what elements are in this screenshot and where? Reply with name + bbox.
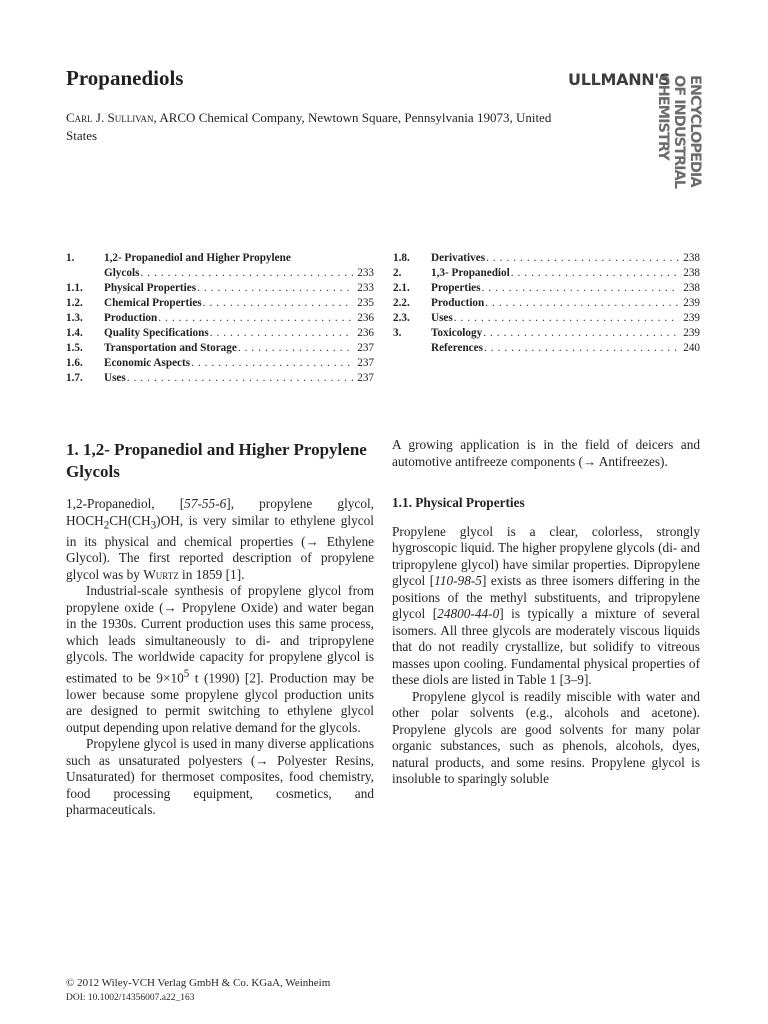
toc-number: 2.3. <box>393 312 410 324</box>
toc-number: 2.2. <box>393 297 410 309</box>
paragraph: Propylene glycol is used in many diverse applications such as unsaturated polyesters (→ Polyester Resins, Unsaturated) for thermoset composites, food chemistry, food processing equipment, cosmetics, and pharmaceuticals. <box>66 736 374 818</box>
toc-number: 1. <box>66 252 75 264</box>
toc-number: 1.4. <box>66 327 83 339</box>
toc-label: Uses <box>431 312 453 324</box>
paragraph: A growing application is in the field of deicers and automotive antifreeze components (→ Antifreezes). <box>392 437 700 469</box>
toc-number: 1.6. <box>66 357 83 369</box>
toc-page: 238 <box>683 267 700 279</box>
toc-leader <box>197 281 353 296</box>
paragraph: Industrial-scale synthesis of propylene glycol from propylene oxide (→ Propylene Oxide) and water began in the 1930s. Current production uses this same process, which leads simultaneously to di- and tripropylene glycols. The worldwide capacity for propylene glycol is estimated to be $9\times 10^5$ t (1990) [2]. Production may be lower because some propylene glycol production units are designed to permit switching to ethylene glycol output depending upon relative demand for the glycols. <box>66 583 375 735</box>
table-of-contents-right <box>393 251 700 356</box>
toc-entry[interactable] <box>66 251 374 266</box>
author-reference: Wurtz <box>143 566 179 582</box>
toc-label: Transportation and Storage <box>104 342 237 354</box>
toc-entry[interactable] <box>393 266 700 281</box>
toc-leader <box>484 341 679 356</box>
toc-label: Derivatives <box>431 252 486 264</box>
logo-line: ENCYCLOPEDIA <box>687 75 703 187</box>
toc-entry[interactable] <box>393 296 700 311</box>
toc-label: Uses <box>104 372 126 384</box>
toc-label: Glycols <box>104 267 140 279</box>
toc-label: References <box>431 342 483 354</box>
logo-vertical-text <box>655 75 703 188</box>
toc-number: 1.8. <box>393 252 410 264</box>
toc-label: Production <box>431 297 485 309</box>
toc-number: 1.2. <box>66 297 83 309</box>
toc-leader <box>486 251 679 266</box>
author-line <box>66 109 566 145</box>
toc-leader <box>158 311 353 326</box>
toc-page: 237 <box>357 342 374 354</box>
cas-number: 57-55-6 <box>184 496 227 511</box>
toc-leader <box>511 266 679 281</box>
toc-leader <box>140 266 353 281</box>
toc-leader <box>127 371 353 386</box>
toc-label: 1,2- Propanediol and Higher Propylene <box>104 252 291 264</box>
toc-leader <box>482 281 680 296</box>
page-footer <box>66 976 330 1006</box>
toc-number: 2.1. <box>393 282 410 294</box>
table-of-contents-left <box>66 251 374 386</box>
toc-number: 1.1. <box>66 282 83 294</box>
toc-label: Chemical Properties <box>104 297 202 309</box>
logo-line: OF INDUSTRIAL <box>671 75 687 188</box>
author-affiliation: ARCO Chemical Company, Newtown Square, Pennsylvania 19073, United States <box>66 110 552 143</box>
cas-number: 110-98-5 <box>434 573 482 588</box>
toc-entry[interactable] <box>393 251 700 266</box>
section-heading-1: 1. 1,2- Propanediol and Higher Propylene Glycols <box>66 440 367 481</box>
toc-entry[interactable] <box>66 266 374 281</box>
body-column-right <box>392 437 700 788</box>
ullmanns-logo <box>568 70 708 205</box>
cas-number: 24800-44-0 <box>437 606 500 621</box>
toc-page: 237 <box>357 357 374 369</box>
toc-entry[interactable] <box>66 326 374 341</box>
toc-page: 233 <box>357 267 374 279</box>
toc-entry[interactable] <box>66 341 374 356</box>
paragraph: 1,2-Propanediol, [57-55-6], propylene glycol, $HOCH_2CH(CH_3)OH$, is very similar to ethylene glycol in its physical and chemical properties (→ Ethylene Glycol). The first reported description of propylene glycol was by Wurtz in 1859 [1]. <box>66 496 374 582</box>
toc-entry[interactable] <box>393 281 700 296</box>
body-column-left <box>66 437 374 819</box>
article-title: Propanediols <box>66 66 184 90</box>
toc-number: 1.5. <box>66 342 83 354</box>
paragraph: Propylene glycol is readily miscible with water and other polar solvents (e.g., alcohols and acetone). Propylene glycols are good solvents for many polar organic substances, such as phenols, alcohols, dyes, natural products, and some resins. Propylene glycol is insoluble to sparingly soluble <box>392 688 700 786</box>
toc-page: 239 <box>683 297 700 309</box>
copyright-notice: © 2012 Wiley-VCH Verlag GmbH & Co. KGaA, Weinheim <box>66 977 331 989</box>
author-name: Carl J. Sullivan, <box>66 110 157 125</box>
toc-label: Production <box>104 312 158 324</box>
toc-leader <box>483 326 679 341</box>
toc-entry[interactable] <box>66 296 374 311</box>
toc-entry[interactable] <box>393 341 700 356</box>
toc-page: 233 <box>357 282 374 294</box>
toc-page: 235 <box>357 297 374 309</box>
toc-leader <box>191 356 353 371</box>
toc-page: 236 <box>357 327 374 339</box>
toc-page: 239 <box>683 327 700 339</box>
toc-leader <box>210 326 353 341</box>
logo-brand: ULLMANN'S <box>568 70 671 89</box>
toc-entry[interactable] <box>66 281 374 296</box>
toc-page: 239 <box>683 312 700 324</box>
toc-page: 237 <box>357 372 374 384</box>
toc-entry[interactable] <box>393 311 700 326</box>
toc-page: 236 <box>357 312 374 324</box>
toc-entry[interactable] <box>66 356 374 371</box>
toc-leader <box>485 296 679 311</box>
toc-entry[interactable] <box>66 371 374 386</box>
logo-line: CHEMISTRY <box>655 75 671 160</box>
toc-label: Properties <box>431 282 481 294</box>
toc-label: Physical Properties <box>104 282 197 294</box>
toc-entry[interactable] <box>66 311 374 326</box>
toc-label: Economic Aspects <box>104 357 191 369</box>
toc-page: 238 <box>683 252 700 264</box>
doi-link[interactable]: DOI: 10.1002/14356007.a22_163 <box>66 993 195 1003</box>
toc-page: 240 <box>683 342 700 354</box>
toc-leader <box>238 341 353 356</box>
toc-label: 1,3- Propanediol <box>431 267 510 279</box>
section-heading-1-1: 1.1. Physical Properties <box>392 495 525 510</box>
toc-leader <box>454 311 679 326</box>
toc-number: 1.7. <box>66 372 83 384</box>
toc-number: 2. <box>393 267 402 279</box>
paragraph: Propylene glycol is a clear, colorless, strongly hygroscopic liquid. The higher propylene glycols (di- and tripropylene glycol) have similar properties. Dipropylene glycol [110-98-5] exists as three isomers differing in the positions of the methyl substituents, and tripropylene glycol [24800-44-0] is typically a mixture of several isomers. All three glycols are moderately viscous liquids that do not readily crystallize, but solidify to vitreous masses upon cooling. Fundamental physical properties of these diols are listed in Table 1 [3–9]. <box>392 523 700 687</box>
toc-number: 1.3. <box>66 312 83 324</box>
toc-page: 238 <box>683 282 700 294</box>
toc-label: Quality Specifications <box>104 327 209 339</box>
toc-label: Toxicology <box>431 327 483 339</box>
toc-leader <box>203 296 354 311</box>
toc-number: 3. <box>393 327 402 339</box>
toc-entry[interactable] <box>393 326 700 341</box>
